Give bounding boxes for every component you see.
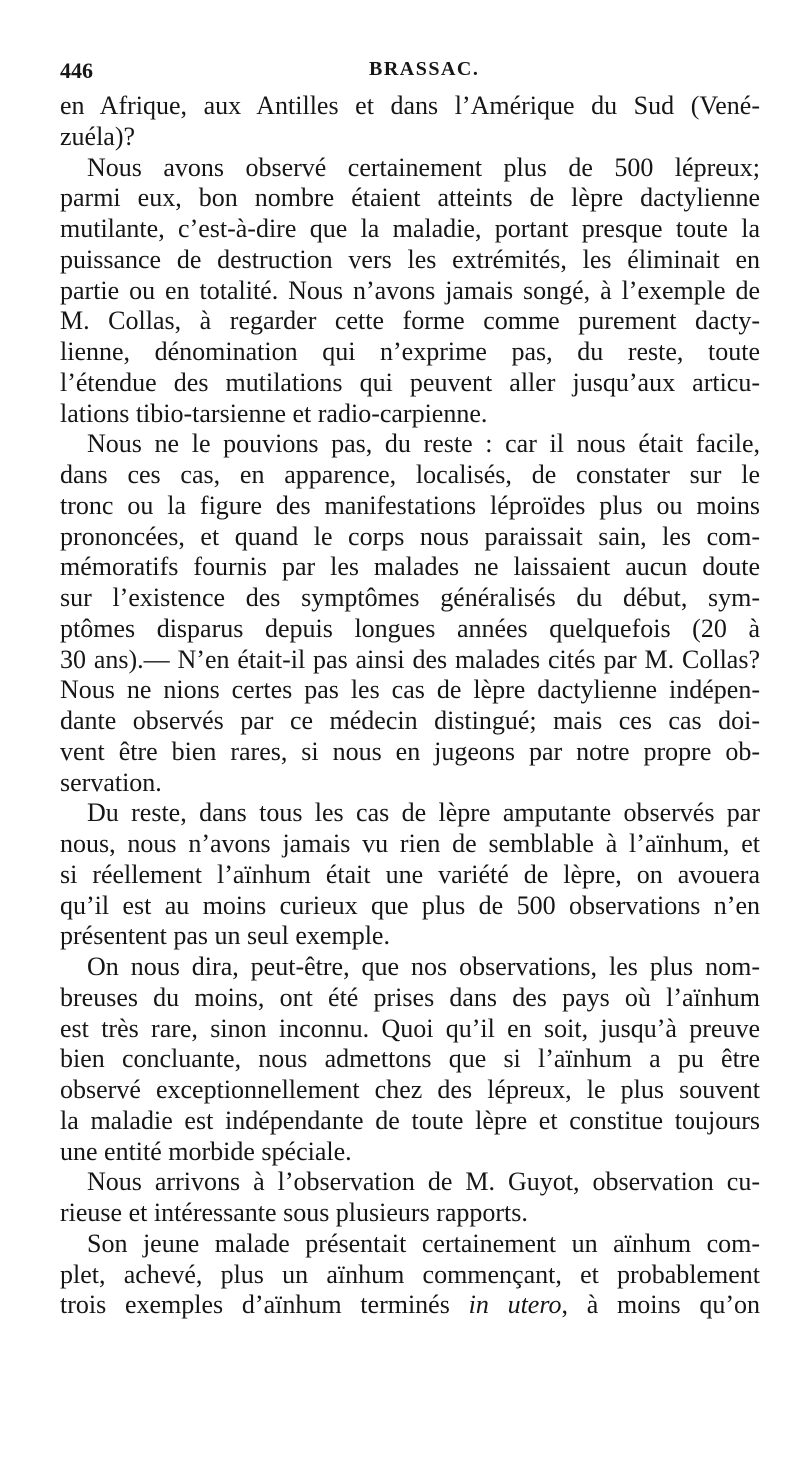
text-line: Son jeune malade présentait certainement un aïnhum com- [87,1228,760,1258]
text-line: est très rare, sinon inconnu. Quoi qu’il en soit, jusqu’à preuve [60,1013,760,1043]
text-line: Du reste, dans tous les cas de lèpre amputante observés par [87,798,760,828]
text-line: lienne, dénomination qui n’exprime pas, du reste, toute [60,337,760,366]
text-line: la maladie est indépendante de toute lèpre et constitue toujours [60,1105,760,1135]
italic-phrase: in utero [468,1290,562,1320]
text-line: mémoratifs fournis par les malades ne laissaient aucun doute [60,552,760,582]
text-line: si réellement l’aïnhum était une variété de lèpre, on avouera [60,859,760,889]
running-head: BRASSAC. [369,58,480,80]
text-line: mutilante, c’est-à-dire que la maladie, portant presque toute la [60,214,760,243]
body-text [60,91,760,1321]
text-line: 30 ans).— N’en était-il pas ainsi des malades cités par M. Collas? [60,644,760,674]
page-header [60,58,760,88]
text-line: ptômes disparus depuis longues années quelquefois (20 à [60,613,760,643]
text-line: M. Collas, à regarder cette forme comme purement dacty- [60,306,760,336]
text-line: On nous dira, peut-être, que nos observations, les plus nom- [87,952,760,981]
text-line: sur l’existence des symptômes généralisés du début, sym- [60,583,760,612]
text-line: l’étendue des mutilations qui peuvent aller jusqu’aux articu- [60,367,760,397]
text-line: Nous ne le pouvions pas, du reste : car il nous était facile, [87,429,760,459]
text-line: en Afrique, aux Antilles et dans l’Amérique du Sud (Vené- [60,91,760,120]
text-line: qu’il est au moins curieux que plus de 500 observations n’en [60,890,760,920]
text-line: tronc ou la figure des manifestations léproïdes plus ou moins [60,490,760,520]
text-line: breuses du moins, ont été prises dans des pays où l’aïnhum [60,982,760,1012]
text-line: dante observés par ce médecin distingué; mais ces cas doi- [60,706,760,735]
text-line: Nous arrivons à l’observation de M. Guyot, observation cu- [87,1167,760,1197]
text-line: présentent pas un seul exemple. [60,921,390,951]
text-line: observé exceptionnellement chez des lépreux, le plus souvent [60,1075,760,1104]
text-line: zuéla)? [60,121,136,151]
text-line: trois exemples d’aïnhum terminés in utero, à moins qu’on [60,1290,760,1320]
text-line: Nous ne nions certes pas les cas de lèpre dactylienne indépen- [60,675,760,705]
text-line: vent être bien rares, si nous en jugeons par notre propre ob- [60,736,760,766]
text-line: dans ces cas, en apparence, localisés, de constater sur le [60,460,760,489]
text-line: lations tibio-tarsienne et radio-carpienne. [60,398,488,428]
text-line: rieuse et intéressante sous plusieurs rapports. [60,1198,528,1227]
text-line: plet, achevé, plus un aïnhum commençant, et probablement [60,1259,760,1289]
text-line: Nous avons observé certainement plus de 500 lépreux; [87,152,760,182]
text-line: puissance de destruction vers les extrémités, les éliminait en [60,244,760,274]
text-line: prononcées, et quand le corps nous paraissait sain, les com- [60,521,760,551]
page-number: 446 [60,58,93,83]
text-line: servation. [60,767,162,797]
text-line: parmi eux, bon nombre étaient atteints de lèpre dactylienne [60,183,760,213]
text-line: partie ou en totalité. Nous n’avons jamais songé, à l’exemple de [60,275,760,305]
text-line: nous, nous n’avons jamais vu rien de semblable à l’aïnhum, et [60,829,760,858]
text-line: bien concluante, nous admettons que si l’aïnhum a pu être [60,1044,760,1074]
text-line: une entité morbide spéciale. [60,1136,352,1166]
